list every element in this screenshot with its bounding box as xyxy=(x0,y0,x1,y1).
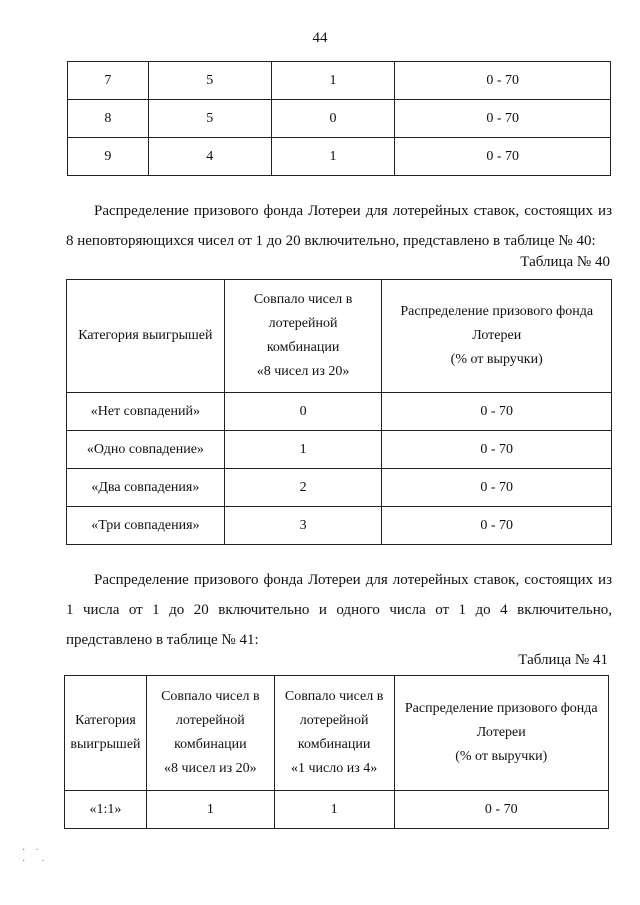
table-40 xyxy=(66,279,612,545)
header-line: комбинации xyxy=(174,737,247,752)
table-cell: 5 xyxy=(148,100,271,138)
header-matched xyxy=(224,280,382,393)
table-header-row xyxy=(65,676,609,791)
header-matched-bonus xyxy=(274,676,394,791)
header-line: «8 чисел из 20» xyxy=(256,364,350,379)
table-cell: 1 xyxy=(271,62,395,100)
table-cell: «Нет совпадений» xyxy=(67,393,225,431)
header-line: Лотереи xyxy=(472,328,522,343)
paragraph-table-40-intro: Распределение призового фонда Лотереи для лотерейных ставок, состоящих из 8 неповторяющихся чисел от 1 до 20 включительно, представлено в таблице № 40: xyxy=(66,203,612,249)
paragraph-table-41-intro: Распределение призового фонда Лотереи для лотерейных ставок, состоящих из 1 числа от 1 до 20 включительно и одного числа от 1 до 4 включительно, представлено в таблице № 41: xyxy=(66,572,612,648)
table-41-label: Таблица № 41 xyxy=(518,652,608,668)
header-category: Категория выигрышей xyxy=(67,280,225,393)
table-cell: 8 xyxy=(68,100,149,138)
header-category xyxy=(65,676,147,791)
header-line: «8 чисел из 20» xyxy=(164,761,257,776)
table-row xyxy=(67,469,612,507)
table-cell: 0 - 70 xyxy=(394,791,608,829)
header-line: выигрышей xyxy=(70,737,141,752)
table-cell: 1 xyxy=(271,138,395,176)
table-cell: 0 - 70 xyxy=(395,100,611,138)
table-row xyxy=(67,393,612,431)
header-line: Совпало чисел в xyxy=(253,292,353,307)
page-number: 44 xyxy=(312,30,328,46)
table-cell: «Три совпадения» xyxy=(67,507,225,545)
table-cell: 0 - 70 xyxy=(395,138,611,176)
header-line: лотерейной xyxy=(175,713,245,728)
table-cell: 9 xyxy=(68,138,149,176)
table-cell: 2 xyxy=(224,469,382,507)
scan-artifact: · · · · xyxy=(22,845,49,867)
header-line: (% от выручки) xyxy=(455,749,548,764)
header-line: Совпало чисел в xyxy=(161,689,260,704)
table-header-row xyxy=(67,280,612,393)
table-cell: 0 xyxy=(224,393,382,431)
table-row xyxy=(65,791,609,829)
table-cell: 0 - 70 xyxy=(382,469,612,507)
table-row xyxy=(68,138,611,176)
header-line: лотерейной xyxy=(268,316,338,331)
table-row xyxy=(67,507,612,545)
header-distribution xyxy=(382,280,612,393)
header-line: комбинации xyxy=(297,737,371,752)
table-row xyxy=(67,431,612,469)
header-line: Совпало чисел в xyxy=(284,689,384,704)
table-cell: 0 xyxy=(271,100,395,138)
table-41 xyxy=(64,675,609,829)
table-cell: 5 xyxy=(148,62,271,100)
table-40-label: Таблица № 40 xyxy=(520,254,610,270)
table-cell: «Одно совпадение» xyxy=(67,431,225,469)
table-cell: «1:1» xyxy=(65,791,147,829)
table-row xyxy=(68,100,611,138)
table-cell: 0 - 70 xyxy=(395,62,611,100)
table-cell: 1 xyxy=(224,431,382,469)
header-line: лотерейной xyxy=(299,713,369,728)
header-line: Категория xyxy=(75,713,136,728)
header-line: (% от выручки) xyxy=(450,352,543,367)
header-distribution xyxy=(394,676,608,791)
header-line: комбинации xyxy=(266,340,340,355)
table-cell: 0 - 70 xyxy=(382,393,612,431)
header-line: Распределение призового фонда xyxy=(400,304,594,319)
table-row xyxy=(68,62,611,100)
table-cell: 3 xyxy=(224,507,382,545)
header-line: Лотереи xyxy=(476,725,526,740)
table-cell: 7 xyxy=(68,62,149,100)
table-cell: 0 - 70 xyxy=(382,507,612,545)
table-cell: 1 xyxy=(274,791,394,829)
table-cell: 1 xyxy=(146,791,274,829)
header-line: «1 число из 4» xyxy=(290,761,378,776)
header-line: Распределение призового фонда xyxy=(404,701,598,716)
table-cell: 0 - 70 xyxy=(382,431,612,469)
table-cell: «Два совпадения» xyxy=(67,469,225,507)
header-matched-main xyxy=(146,676,274,791)
table-39-continued xyxy=(67,61,611,176)
table-cell: 4 xyxy=(148,138,271,176)
